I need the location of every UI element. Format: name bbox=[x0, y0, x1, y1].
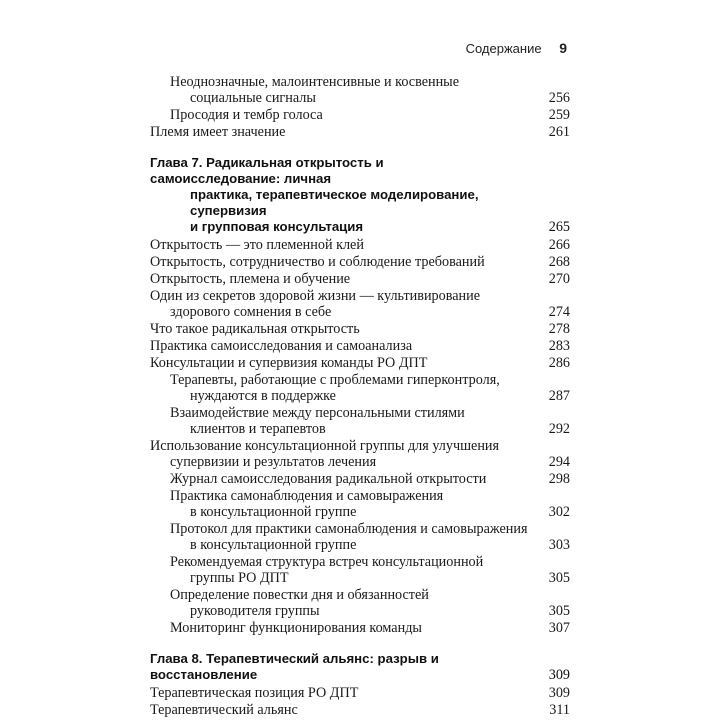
toc-entry-line: Взаимодействие между персональными стилями bbox=[170, 405, 465, 421]
toc-entry-title bbox=[150, 702, 510, 718]
toc-entry-title bbox=[150, 438, 510, 470]
chapter-title-line: и групповая консультация bbox=[190, 219, 364, 234]
toc-entry-line: Использование консультационной группы для улучшения bbox=[150, 438, 500, 454]
toc-entry-line: Журнал самоисследования радикальной открытости bbox=[170, 471, 487, 487]
toc-entry-title bbox=[150, 355, 510, 371]
toc-entry-line: в консультационной группе bbox=[190, 537, 357, 553]
chapter-title bbox=[150, 651, 510, 683]
toc-page-number: 278 bbox=[548, 321, 570, 337]
toc-entry-title bbox=[150, 74, 530, 106]
toc-page-number: 305 bbox=[548, 603, 570, 619]
toc-entry-line: Просодия и тембр голоса bbox=[170, 107, 323, 123]
page-number: 9 bbox=[559, 40, 567, 56]
chapter-title bbox=[150, 155, 510, 235]
toc-page-number: 261 bbox=[548, 124, 570, 140]
toc-entry bbox=[150, 271, 570, 287]
toc-entry-line: Неоднозначные, малоинтенсивные и косвенные bbox=[170, 74, 459, 90]
toc-entry-line: Открытость — это племенной клей bbox=[150, 237, 364, 253]
section-spacer bbox=[150, 637, 570, 651]
toc-entry-line: социальные сигналы bbox=[190, 90, 316, 106]
toc-entry-title bbox=[150, 288, 510, 320]
toc-page-number: 266 bbox=[548, 237, 570, 253]
toc-entry-line: нуждаются в поддержке bbox=[190, 388, 336, 404]
toc-entry bbox=[150, 321, 570, 337]
toc-entry-title bbox=[150, 271, 510, 287]
toc-page-number: 287 bbox=[548, 388, 570, 404]
toc-entry-line: Определение повестки дня и обязанностей bbox=[170, 587, 429, 603]
chapter-page-number: 309 bbox=[548, 667, 570, 683]
toc-page-number: 259 bbox=[548, 107, 570, 123]
toc-page-number: 305 bbox=[548, 570, 570, 586]
toc-entry-line: Терапевты, работающие с проблемами гиперконтроля, bbox=[170, 372, 500, 388]
toc-entry-line: Мониторинг функционирования команды bbox=[170, 620, 422, 636]
toc-entry bbox=[150, 355, 570, 371]
toc-entry-title bbox=[150, 405, 530, 437]
toc-entry-line: Племя имеет значение bbox=[150, 124, 286, 140]
toc-entry bbox=[150, 702, 570, 718]
toc-entry-title bbox=[150, 685, 510, 701]
toc-entry-title bbox=[150, 554, 530, 586]
chapter-heading bbox=[150, 651, 570, 683]
toc-page-number: 303 bbox=[548, 537, 570, 553]
section-spacer bbox=[150, 141, 570, 155]
toc-entry bbox=[150, 685, 570, 701]
toc-entry bbox=[150, 620, 570, 636]
toc-entry-title bbox=[150, 237, 510, 253]
chapter-page-number: 265 bbox=[548, 219, 570, 235]
toc-entry-title bbox=[150, 587, 530, 619]
toc-entry bbox=[150, 587, 570, 619]
toc-page-number: 270 bbox=[548, 271, 570, 287]
toc-page-number: 309 bbox=[548, 685, 570, 701]
toc-entry-title bbox=[150, 107, 530, 123]
toc-page-number: 311 bbox=[549, 702, 570, 718]
toc-entry-title bbox=[150, 372, 530, 404]
chapter-heading bbox=[150, 155, 570, 235]
toc-entry-line: Открытость, сотрудничество и соблюдение требований bbox=[150, 254, 485, 270]
toc-entry bbox=[150, 237, 570, 253]
toc-entry bbox=[150, 124, 570, 140]
toc-entry bbox=[150, 74, 570, 106]
toc-page-number: 298 bbox=[548, 471, 570, 487]
toc-entry-line: супервизии и результатов лечения bbox=[170, 454, 377, 470]
toc-page-number: 294 bbox=[548, 454, 570, 470]
toc-page-number: 256 bbox=[548, 90, 570, 106]
toc-entry bbox=[150, 438, 570, 470]
toc-entry-line: Протокол для практики самонаблюдения и самовыражения bbox=[170, 521, 528, 537]
toc-entry-line: Открытость, племена и обучение bbox=[150, 271, 351, 287]
chapter-title-line: практика, терапевтическое моделирование, супервизия bbox=[190, 187, 479, 218]
toc-entry-line: Консультации и супервизия команды РО ДПТ bbox=[150, 355, 428, 371]
toc-entry bbox=[150, 107, 570, 123]
chapter-title-line: Глава 7. Радикальная открытость и самоисследование: личная bbox=[150, 155, 384, 186]
toc-entry-title bbox=[150, 254, 510, 270]
toc-entry-line: Один из секретов здоровой жизни — культивирование bbox=[150, 288, 481, 304]
toc-entry bbox=[150, 338, 570, 354]
toc-entry-line: группы РО ДПТ bbox=[190, 570, 289, 586]
toc-page-number: 307 bbox=[548, 620, 570, 636]
toc-entry-title bbox=[150, 488, 530, 520]
toc-entry bbox=[150, 405, 570, 437]
toc-entry-title bbox=[150, 521, 530, 553]
toc-entry-line: руководителя группы bbox=[190, 603, 320, 619]
toc-entry-line: в консультационной группе bbox=[190, 504, 357, 520]
toc-entry-title bbox=[150, 338, 510, 354]
toc-entry bbox=[150, 521, 570, 553]
toc-page-number: 286 bbox=[548, 355, 570, 371]
toc-entry-line: Что такое радикальная открытость bbox=[150, 321, 360, 337]
toc-page-number: 302 bbox=[548, 504, 570, 520]
toc-entry-line: клиентов и терапевтов bbox=[190, 421, 326, 437]
toc-page-number: 268 bbox=[548, 254, 570, 270]
toc-entry-title bbox=[150, 124, 510, 140]
toc-entry-title bbox=[150, 321, 510, 337]
table-of-contents bbox=[150, 74, 570, 719]
toc-page-number: 274 bbox=[548, 304, 570, 320]
running-head-title: Содержание bbox=[465, 41, 542, 56]
running-head bbox=[466, 40, 567, 56]
toc-page-number: 283 bbox=[548, 338, 570, 354]
toc-entry bbox=[150, 288, 570, 320]
toc-entry-title bbox=[150, 471, 530, 487]
toc-entry-line: Практика самоисследования и самоанализа bbox=[150, 338, 413, 354]
toc-entry-line: Рекомендуемая структура встреч консультационной bbox=[170, 554, 484, 570]
toc-entry bbox=[150, 471, 570, 487]
toc-page-number: 292 bbox=[548, 421, 570, 437]
chapter-title-line: Глава 8. Терапевтический альянс: разрыв и восстановление bbox=[150, 651, 439, 682]
toc-entry-line: Терапевтический альянс bbox=[150, 702, 298, 718]
toc-entry bbox=[150, 372, 570, 404]
toc-entry-line: Терапевтическая позиция РО ДПТ bbox=[150, 685, 359, 701]
toc-entry bbox=[150, 254, 570, 270]
toc-entry bbox=[150, 488, 570, 520]
toc-entry-line: здорового сомнения в себе bbox=[170, 304, 332, 320]
toc-entry-title bbox=[150, 620, 530, 636]
toc-entry-line: Практика самонаблюдения и самовыражения bbox=[170, 488, 444, 504]
toc-entry bbox=[150, 554, 570, 586]
